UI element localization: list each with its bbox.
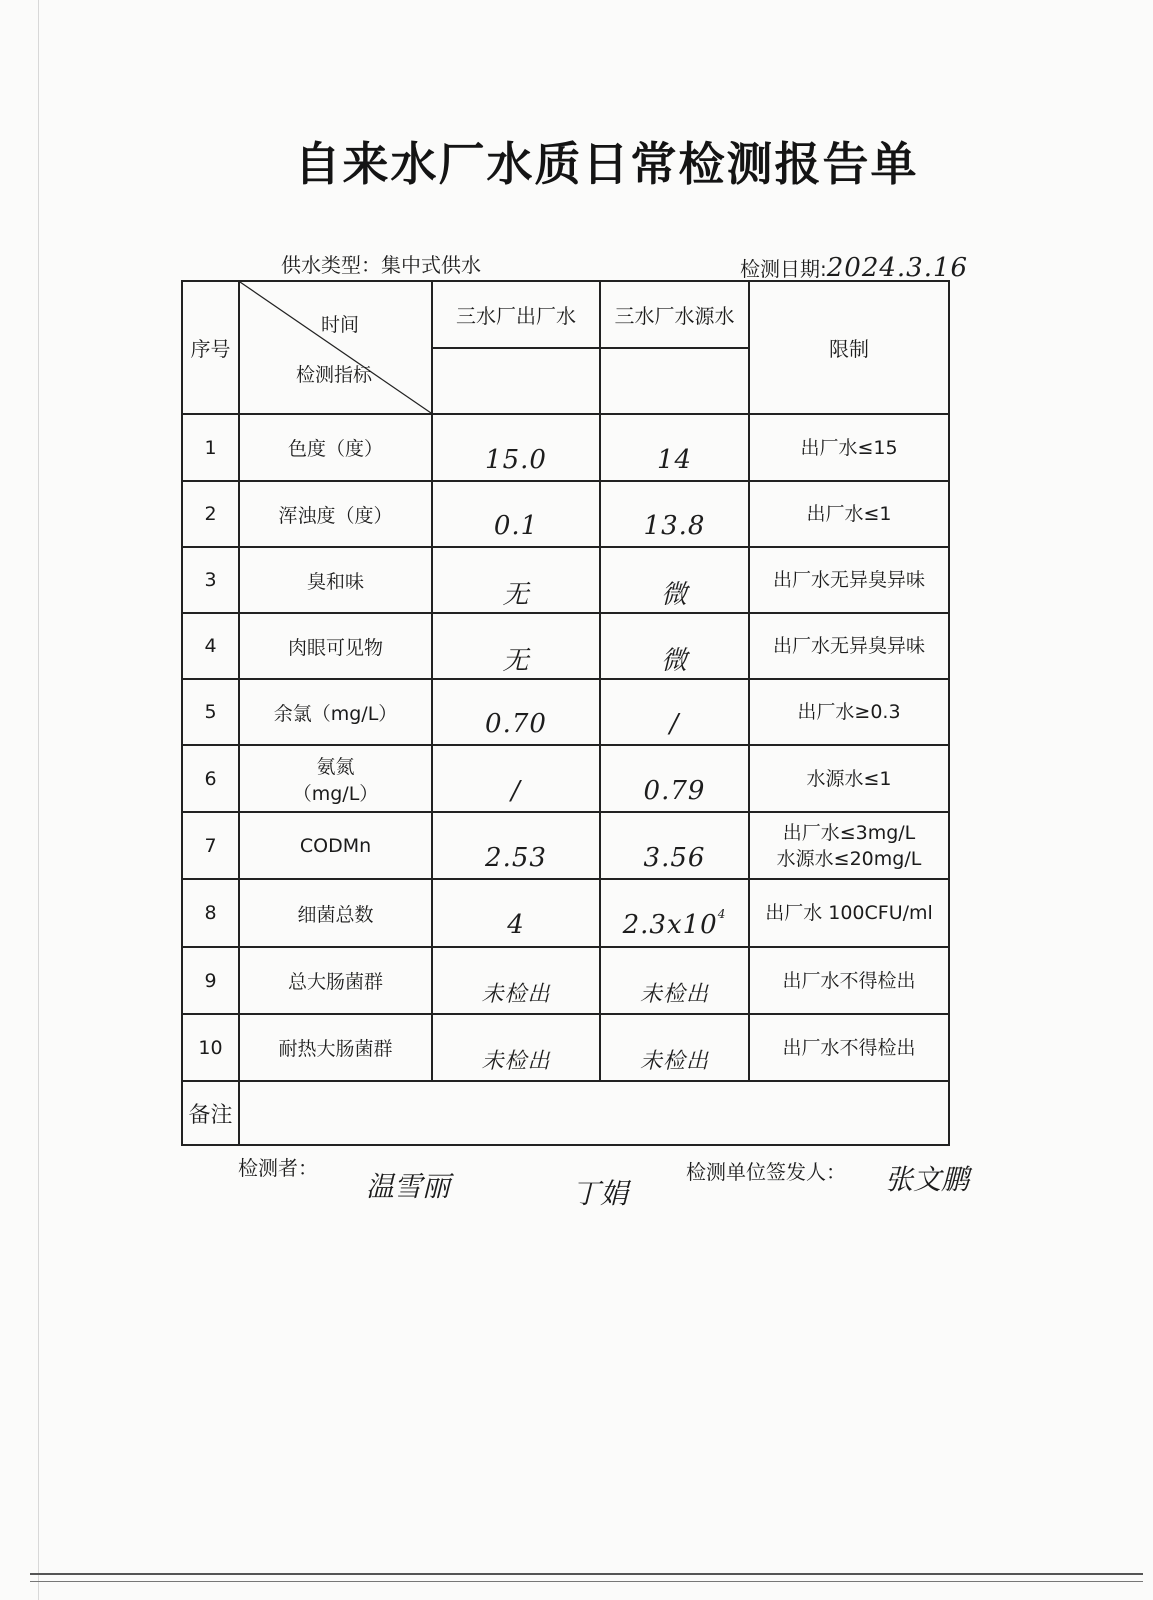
remark-value [239,1081,949,1145]
row-value-source [600,745,749,812]
signer-label: 检测单位签发人： [686,1160,846,1184]
row-limit-line: 出厂水无异臭异味 [772,635,925,657]
row-indicator: 余氯（mg/L） [239,679,432,745]
table-row [182,812,949,879]
handwritten-value: 微 [660,645,688,676]
signature-signer: 张文鹏 [885,1163,970,1196]
indicator-header: 检测指标 [296,364,373,386]
table-row [182,481,949,547]
table-row [182,613,949,679]
report-title: 自来水厂水质日常检测报告单 [294,137,919,191]
supply-type-value: 集中式供水 [381,253,481,277]
row-limit [749,1014,949,1081]
supply-type-label: 供水类型： [281,253,381,277]
row-limit-line: 水源水≤20mg/L [776,847,922,870]
row-limit-line: 出厂水≥0.3 [797,701,901,723]
row-value-outlet [432,679,600,745]
row-value-source [600,414,749,481]
row-indicator: 浑浊度（度） [239,481,432,547]
row-seq: 6 [182,745,239,812]
row-limit [749,547,949,613]
row-limit [749,414,949,481]
row-limit [749,947,949,1014]
handwritten-value: 13.8 [643,511,706,541]
table-row [182,414,949,481]
handwritten-value: 4 [507,910,525,940]
handwritten-value: 未检出 [481,982,551,1007]
handwritten-value: 0.70 [485,709,547,739]
row-value-outlet [432,414,600,481]
handwritten-value: 未检出 [639,982,709,1007]
row-seq: 7 [182,812,239,879]
handwritten-value: 无 [502,645,530,676]
row-value-source [600,1014,749,1081]
diagonal-header-cell [239,281,432,414]
row-indicator: 色度（度） [239,414,432,481]
row-limit-line: 出厂水≤3mg/L [782,821,916,844]
row-value-source [600,679,749,745]
row-value-outlet [432,1014,600,1081]
row-value-source [600,613,749,679]
test-date-value: 2024.3.16 [826,253,969,283]
row-value-source [600,481,749,547]
table-row [182,879,949,947]
col2-subheader-blank [600,348,749,414]
row-indicator: 总大肠菌群 [239,947,432,1014]
handwritten-value: 14 [656,444,693,475]
row-seq: 5 [182,679,239,745]
table-row [182,745,949,812]
diagonal-line [240,282,431,413]
footer-rule [30,1573,1143,1575]
row-value-source [600,812,749,879]
row-indicator: 耐热大肠菌群 [239,1014,432,1081]
row-value-outlet [432,613,600,679]
handwritten-value: 微 [660,579,688,610]
row-indicator [239,745,432,812]
row-value-outlet [432,481,600,547]
handwritten-value: / [669,709,680,739]
row-limit-line: 出厂水不得检出 [782,1036,916,1059]
row-value-outlet [432,547,600,613]
signature-tester-1: 温雪丽 [366,1170,451,1203]
row-indicator: 臭和味 [239,547,432,613]
row-limit-line: 出厂水≤1 [806,503,892,525]
col1-subheader-blank [432,348,600,414]
row-value-outlet [432,879,600,947]
row-seq: 8 [182,879,239,947]
row-indicator: CODMn [239,812,432,879]
footer-rule-thin [30,1581,1143,1582]
row-indicator: 细菌总数 [239,879,432,947]
table-row [182,947,949,1014]
handwritten-value: / [511,775,521,806]
row-seq: 10 [182,1014,239,1081]
header-row [182,281,949,348]
test-date [740,253,968,283]
time-header: 时间 [320,314,359,336]
row-seq: 1 [182,414,239,481]
row-limit [749,613,949,679]
handwritten-value: 15.0 [485,444,547,475]
row-limit [749,745,949,812]
row-indicator-line: （mg/L） [292,782,379,805]
row-limit-line: 出厂水无异臭异味 [772,569,925,591]
scan-edge-line [38,0,39,1600]
row-limit [749,812,949,879]
remark-label: 备注 [182,1081,239,1145]
col2-header: 三水厂水源水 [600,281,749,348]
handwritten-value: 无 [502,579,530,610]
tester-label: 检测者： [238,1156,318,1180]
row-limit [749,879,949,947]
handwritten-value: 0.79 [643,775,706,806]
row-limit-line: 出厂水≤15 [800,436,898,459]
row-value-source [600,879,749,947]
row-seq: 2 [182,481,239,547]
row-seq: 9 [182,947,239,1014]
table-row [182,679,949,745]
handwritten-value: 3.56 [643,842,706,873]
row-indicator-line: 氨氮 [316,755,355,778]
row-limit [749,679,949,745]
row-value-outlet [432,947,600,1014]
row-value-source [600,947,749,1014]
signature-tester-2: 丁娟 [572,1177,629,1210]
row-value-source [600,547,749,613]
remark-row [182,1081,949,1145]
handwritten-value: 2.3x10 [622,910,718,940]
handwritten-exponent: 4 [717,906,727,921]
supply-type [281,249,481,278]
row-limit-line: 出厂水 100CFU/ml [765,902,933,924]
report-table [181,280,950,1146]
table-row [182,547,949,613]
col1-header: 三水厂出厂水 [432,281,600,348]
row-indicator: 肉眼可见物 [239,613,432,679]
row-seq: 3 [182,547,239,613]
row-limit [749,481,949,547]
seq-header: 序号 [182,281,239,414]
handwritten-value: 0.1 [493,511,539,541]
row-value-outlet [432,745,600,812]
row-limit-line: 出厂水不得检出 [782,969,916,992]
row-value-outlet [432,812,600,879]
row-limit-line: 水源水≤1 [806,767,892,790]
table-row [182,1014,949,1081]
row-seq: 4 [182,613,239,679]
limit-header: 限制 [749,281,949,414]
handwritten-value: 未检出 [481,1049,551,1074]
test-date-label: 检测日期: [740,257,827,281]
handwritten-value: 2.53 [485,842,547,873]
handwritten-value: 未检出 [639,1049,709,1074]
